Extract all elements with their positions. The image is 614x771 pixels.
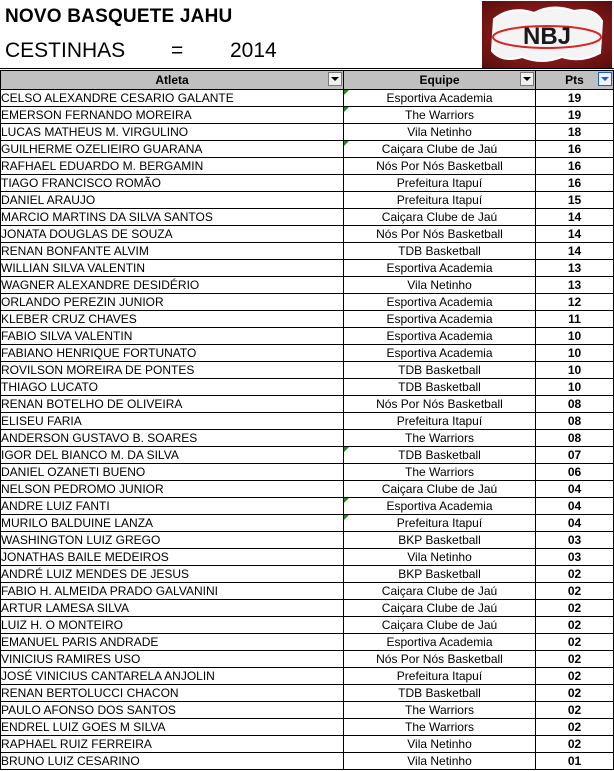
cell-athlete[interactable]: JONATHAS BAILE MEDEIROS bbox=[1, 549, 344, 566]
cell-points[interactable]: 10 bbox=[536, 345, 614, 362]
cell-team-text: Esportiva Academia bbox=[386, 91, 493, 105]
cell-points[interactable]: 14 bbox=[536, 209, 614, 226]
cell-team-text: Prefeitura Itapuí bbox=[396, 516, 483, 530]
column-header-label: Atleta bbox=[155, 73, 189, 87]
subtitle-year: 2014 bbox=[230, 39, 277, 62]
table-row bbox=[1, 515, 614, 532]
cell-athlete[interactable]: GUILHERME OZELIEIRO GUARANA bbox=[1, 141, 344, 158]
cell-team[interactable]: Caiçara Clube de Jaú bbox=[344, 481, 536, 498]
table-row bbox=[1, 226, 614, 243]
table-row bbox=[1, 617, 614, 634]
cell-team[interactable]: TDB Basketball bbox=[344, 379, 536, 396]
comment-indicator-icon[interactable] bbox=[344, 498, 349, 503]
cell-points[interactable]: 03 bbox=[536, 532, 614, 549]
cell-team[interactable]: Vila Netinho bbox=[344, 753, 536, 770]
cell-team[interactable]: Prefeitura Itapuí bbox=[344, 668, 536, 685]
table-row bbox=[1, 634, 614, 651]
cell-athlete[interactable]: ANDRE LUIZ FANTI bbox=[1, 498, 344, 515]
cell-points[interactable]: 14 bbox=[536, 226, 614, 243]
cell-points[interactable]: 02 bbox=[536, 736, 614, 753]
cell-team[interactable]: TDB Basketball bbox=[344, 362, 536, 379]
cell-points[interactable]: 16 bbox=[536, 175, 614, 192]
cell-athlete[interactable]: MARCIO MARTINS DA SILVA SANTOS bbox=[1, 209, 344, 226]
cell-points[interactable]: 16 bbox=[536, 158, 614, 175]
sort-filter-active-icon[interactable] bbox=[598, 72, 612, 86]
cell-points[interactable]: 08 bbox=[536, 430, 614, 447]
table-row bbox=[1, 447, 614, 464]
cell-team[interactable]: TDB Basketball bbox=[344, 243, 536, 260]
cell-team[interactable]: The Warriors bbox=[344, 464, 536, 481]
cell-team[interactable]: Esportiva Academia bbox=[344, 345, 536, 362]
cell-team[interactable]: Vila Netinho bbox=[344, 124, 536, 141]
cell-team[interactable]: Vila Netinho bbox=[344, 549, 536, 566]
cell-points[interactable]: 13 bbox=[536, 260, 614, 277]
cell-points[interactable]: 02 bbox=[536, 668, 614, 685]
cell-points[interactable]: 19 bbox=[536, 90, 614, 107]
cell-athlete[interactable]: RENAN BERTOLUCCI CHACON bbox=[1, 685, 344, 702]
cell-athlete[interactable]: DANIEL OZANETI BUENO bbox=[1, 464, 344, 481]
cell-points[interactable]: 11 bbox=[536, 311, 614, 328]
cell-team[interactable]: Nós Por Nós Basketball bbox=[344, 396, 536, 413]
comment-indicator-icon[interactable] bbox=[344, 515, 349, 520]
cell-points[interactable]: 04 bbox=[536, 481, 614, 498]
cell-athlete[interactable]: TIAGO FRANCISCO ROMÃO bbox=[1, 175, 344, 192]
cell-athlete[interactable]: KLEBER CRUZ CHAVES bbox=[1, 311, 344, 328]
cell-athlete[interactable]: RAFHAEL EDUARDO M. BERGAMIN bbox=[1, 158, 344, 175]
cell-points[interactable]: 10 bbox=[536, 379, 614, 396]
cell-team[interactable]: Prefeitura Itapuí bbox=[344, 413, 536, 430]
table-row bbox=[1, 566, 614, 583]
cell-team[interactable]: TDB Basketball bbox=[344, 685, 536, 702]
cell-athlete[interactable]: MURILO BALDUINE LANZA bbox=[1, 515, 344, 532]
cell-points[interactable]: 06 bbox=[536, 464, 614, 481]
cell-points[interactable]: 13 bbox=[536, 277, 614, 294]
cell-team[interactable]: Vila Netinho bbox=[344, 736, 536, 753]
cell-points[interactable]: 02 bbox=[536, 651, 614, 668]
table-row bbox=[1, 719, 614, 736]
cell-team[interactable] bbox=[344, 107, 536, 124]
page-title: NOVO BASQUETE JAHU bbox=[5, 6, 233, 27]
cell-athlete[interactable]: ARTUR LAMESA SILVA bbox=[1, 600, 344, 617]
logo-text: NBJ bbox=[522, 23, 572, 50]
cell-athlete[interactable]: EMANUEL PARIS ANDRADE bbox=[1, 634, 344, 651]
column-header-equipe bbox=[344, 71, 536, 90]
cell-team[interactable]: Vila Netinho bbox=[344, 277, 536, 294]
cell-team[interactable]: Nós Por Nós Basketball bbox=[344, 651, 536, 668]
cell-athlete[interactable]: WAGNER ALEXANDRE DESIDÉRIO bbox=[1, 277, 344, 294]
cell-points[interactable]: 02 bbox=[536, 685, 614, 702]
table-row bbox=[1, 549, 614, 566]
comment-indicator-icon[interactable] bbox=[344, 447, 349, 452]
cell-points[interactable]: 02 bbox=[536, 566, 614, 583]
table-row bbox=[1, 685, 614, 702]
table-row bbox=[1, 396, 614, 413]
table-row bbox=[1, 124, 614, 141]
cell-team-text: Esportiva Academia bbox=[386, 499, 493, 513]
cell-athlete[interactable]: IGOR DEL BIANCO M. DA SILVA bbox=[1, 447, 344, 464]
table-row bbox=[1, 243, 614, 260]
cell-athlete[interactable]: FABIO H. ALMEIDA PRADO GALVANINI bbox=[1, 583, 344, 600]
cell-team[interactable]: BKP Basketball bbox=[344, 566, 536, 583]
cell-athlete[interactable]: RAPHAEL RUIZ FERREIRA bbox=[1, 736, 344, 753]
cell-team[interactable]: BKP Basketball bbox=[344, 532, 536, 549]
table-row bbox=[1, 736, 614, 753]
cell-points[interactable]: 02 bbox=[536, 719, 614, 736]
cell-athlete[interactable]: LUIZ H. O MONTEIRO bbox=[1, 617, 344, 634]
cell-points[interactable]: 02 bbox=[536, 617, 614, 634]
comment-indicator-icon[interactable] bbox=[344, 107, 349, 112]
table-row bbox=[1, 311, 614, 328]
cell-team[interactable]: The Warriors bbox=[344, 702, 536, 719]
table-row bbox=[1, 702, 614, 719]
cell-team[interactable]: Esportiva Academia bbox=[344, 328, 536, 345]
table-row bbox=[1, 90, 614, 107]
cell-team[interactable]: Caiçara Clube de Jaú bbox=[344, 583, 536, 600]
table-row bbox=[1, 413, 614, 430]
cell-points[interactable]: 19 bbox=[536, 107, 614, 124]
table-header-row bbox=[1, 71, 614, 90]
table-row bbox=[1, 277, 614, 294]
cell-points[interactable]: 04 bbox=[536, 498, 614, 515]
nbj-logo bbox=[482, 1, 612, 68]
cell-points[interactable]: 10 bbox=[536, 362, 614, 379]
filter-dropdown-icon[interactable] bbox=[328, 72, 342, 86]
table-row bbox=[1, 430, 614, 447]
cell-points[interactable]: 01 bbox=[536, 753, 614, 770]
cell-points[interactable]: 03 bbox=[536, 549, 614, 566]
cell-points[interactable]: 02 bbox=[536, 583, 614, 600]
cell-team[interactable]: The Warriors bbox=[344, 719, 536, 736]
cell-team[interactable]: Caiçara Clube de Jaú bbox=[344, 209, 536, 226]
column-header-label: Equipe bbox=[419, 73, 460, 87]
cell-points[interactable]: 07 bbox=[536, 447, 614, 464]
cell-points[interactable]: 15 bbox=[536, 192, 614, 209]
table-row bbox=[1, 379, 614, 396]
cell-points[interactable]: 08 bbox=[536, 413, 614, 430]
cell-points[interactable]: 16 bbox=[536, 141, 614, 158]
cell-team[interactable]: Esportiva Academia bbox=[344, 311, 536, 328]
column-header-pts bbox=[536, 71, 614, 90]
cell-athlete[interactable]: EMERSON FERNANDO MOREIRA bbox=[1, 107, 344, 124]
cell-team-text: TDB Basketball bbox=[398, 448, 481, 462]
cell-athlete[interactable]: DANIEL ARAUJO bbox=[1, 192, 344, 209]
cell-points[interactable]: 12 bbox=[536, 294, 614, 311]
table-row bbox=[1, 753, 614, 770]
table-row bbox=[1, 651, 614, 668]
cell-team[interactable]: Esportiva Academia bbox=[344, 260, 536, 277]
cell-athlete[interactable]: ORLANDO PEREZIN JUNIOR bbox=[1, 294, 344, 311]
cell-team-text: Caiçara Clube de Jaú bbox=[381, 142, 498, 156]
table-row bbox=[1, 209, 614, 226]
cell-team[interactable]: Caiçara Clube de Jaú bbox=[344, 600, 536, 617]
cell-points[interactable]: 02 bbox=[536, 702, 614, 719]
cell-team[interactable]: Prefeitura Itapuí bbox=[344, 192, 536, 209]
cell-team[interactable] bbox=[344, 498, 536, 515]
cell-athlete[interactable]: BRUNO LUIZ CESARINO bbox=[1, 753, 344, 770]
cell-athlete[interactable]: CELSO ALEXANDRE CESARIO GALANTE bbox=[1, 90, 344, 107]
table-row bbox=[1, 107, 614, 124]
table-row bbox=[1, 532, 614, 549]
cell-team[interactable] bbox=[344, 141, 536, 158]
table-row bbox=[1, 481, 614, 498]
cell-athlete[interactable]: ANDERSON GUSTAVO B. SOARES bbox=[1, 430, 344, 447]
table-row bbox=[1, 583, 614, 600]
table-row bbox=[1, 158, 614, 175]
cell-team[interactable] bbox=[344, 447, 536, 464]
table-row bbox=[1, 192, 614, 209]
table-row bbox=[1, 464, 614, 481]
cell-points[interactable]: 08 bbox=[536, 396, 614, 413]
cell-athlete[interactable]: ROVILSON MOREIRA DE PONTES bbox=[1, 362, 344, 379]
cell-athlete[interactable]: JONATA DOUGLAS DE SOUZA bbox=[1, 226, 344, 243]
cell-points[interactable]: 18 bbox=[536, 124, 614, 141]
column-header-label: Pts bbox=[565, 73, 584, 87]
cell-athlete[interactable]: PAULO AFONSO DOS SANTOS bbox=[1, 702, 344, 719]
cell-team[interactable]: Prefeitura Itapuí bbox=[344, 175, 536, 192]
cell-athlete[interactable]: THIAGO LUCATO bbox=[1, 379, 344, 396]
cell-athlete[interactable]: RENAN BOTELHO DE OLIVEIRA bbox=[1, 396, 344, 413]
cell-team[interactable]: Nós Por Nós Basketball bbox=[344, 158, 536, 175]
cell-athlete[interactable]: LUCAS MATHEUS M. VIRGULINO bbox=[1, 124, 344, 141]
cell-athlete[interactable]: VINICIUS RAMIRES USO bbox=[1, 651, 344, 668]
table-row bbox=[1, 498, 614, 515]
table-row bbox=[1, 141, 614, 158]
cell-team[interactable]: Nós Por Nós Basketball bbox=[344, 226, 536, 243]
cell-athlete[interactable]: ENDREL LUIZ GOES M SILVA bbox=[1, 719, 344, 736]
cell-points[interactable]: 02 bbox=[536, 634, 614, 651]
comment-indicator-icon[interactable] bbox=[344, 90, 349, 95]
column-header-atleta bbox=[1, 71, 344, 90]
filter-dropdown-icon[interactable] bbox=[520, 72, 534, 86]
table-row bbox=[1, 294, 614, 311]
page-subtitle bbox=[5, 39, 277, 63]
cell-athlete[interactable]: ELISEU FARIA bbox=[1, 413, 344, 430]
header-divider bbox=[0, 68, 614, 69]
table-row bbox=[1, 600, 614, 617]
table-row bbox=[1, 260, 614, 277]
cell-athlete[interactable]: NELSON PEDROMO JUNIOR bbox=[1, 481, 344, 498]
table-row bbox=[1, 328, 614, 345]
comment-indicator-icon[interactable] bbox=[344, 141, 349, 146]
cell-athlete[interactable]: RENAN BONFANTE ALVIM bbox=[1, 243, 344, 260]
cell-athlete[interactable]: WASHINGTON LUIZ GREGO bbox=[1, 532, 344, 549]
table-row bbox=[1, 345, 614, 362]
scorers-table bbox=[0, 70, 614, 770]
subtitle-equals: = bbox=[171, 39, 184, 62]
cell-team[interactable]: Esportiva Academia bbox=[344, 294, 536, 311]
cell-points[interactable]: 14 bbox=[536, 243, 614, 260]
table-row bbox=[1, 362, 614, 379]
cell-team[interactable]: Caiçara Clube de Jaú bbox=[344, 617, 536, 634]
cell-team[interactable] bbox=[344, 515, 536, 532]
cell-athlete[interactable]: ANDRÉ LUIZ MENDES DE JESUS bbox=[1, 566, 344, 583]
cell-team-text: The Warriors bbox=[405, 108, 474, 122]
table-row bbox=[1, 175, 614, 192]
cell-team[interactable]: The Warriors bbox=[344, 430, 536, 447]
cell-team[interactable] bbox=[344, 90, 536, 107]
cell-athlete[interactable]: FABIO SILVA VALENTIN bbox=[1, 328, 344, 345]
cell-points[interactable]: 10 bbox=[536, 328, 614, 345]
subtitle-label: CESTINHAS bbox=[5, 39, 126, 62]
cell-athlete[interactable]: JOSÉ VINICIUS CANTARELA ANJOLIN bbox=[1, 668, 344, 685]
cell-team[interactable]: Esportiva Academia bbox=[344, 634, 536, 651]
cell-points[interactable]: 02 bbox=[536, 600, 614, 617]
cell-athlete[interactable]: WILLIAN SILVA VALENTIN bbox=[1, 260, 344, 277]
cell-points[interactable]: 04 bbox=[536, 515, 614, 532]
cell-athlete[interactable]: FABIANO HENRIQUE FORTUNATO bbox=[1, 345, 344, 362]
table-row bbox=[1, 668, 614, 685]
